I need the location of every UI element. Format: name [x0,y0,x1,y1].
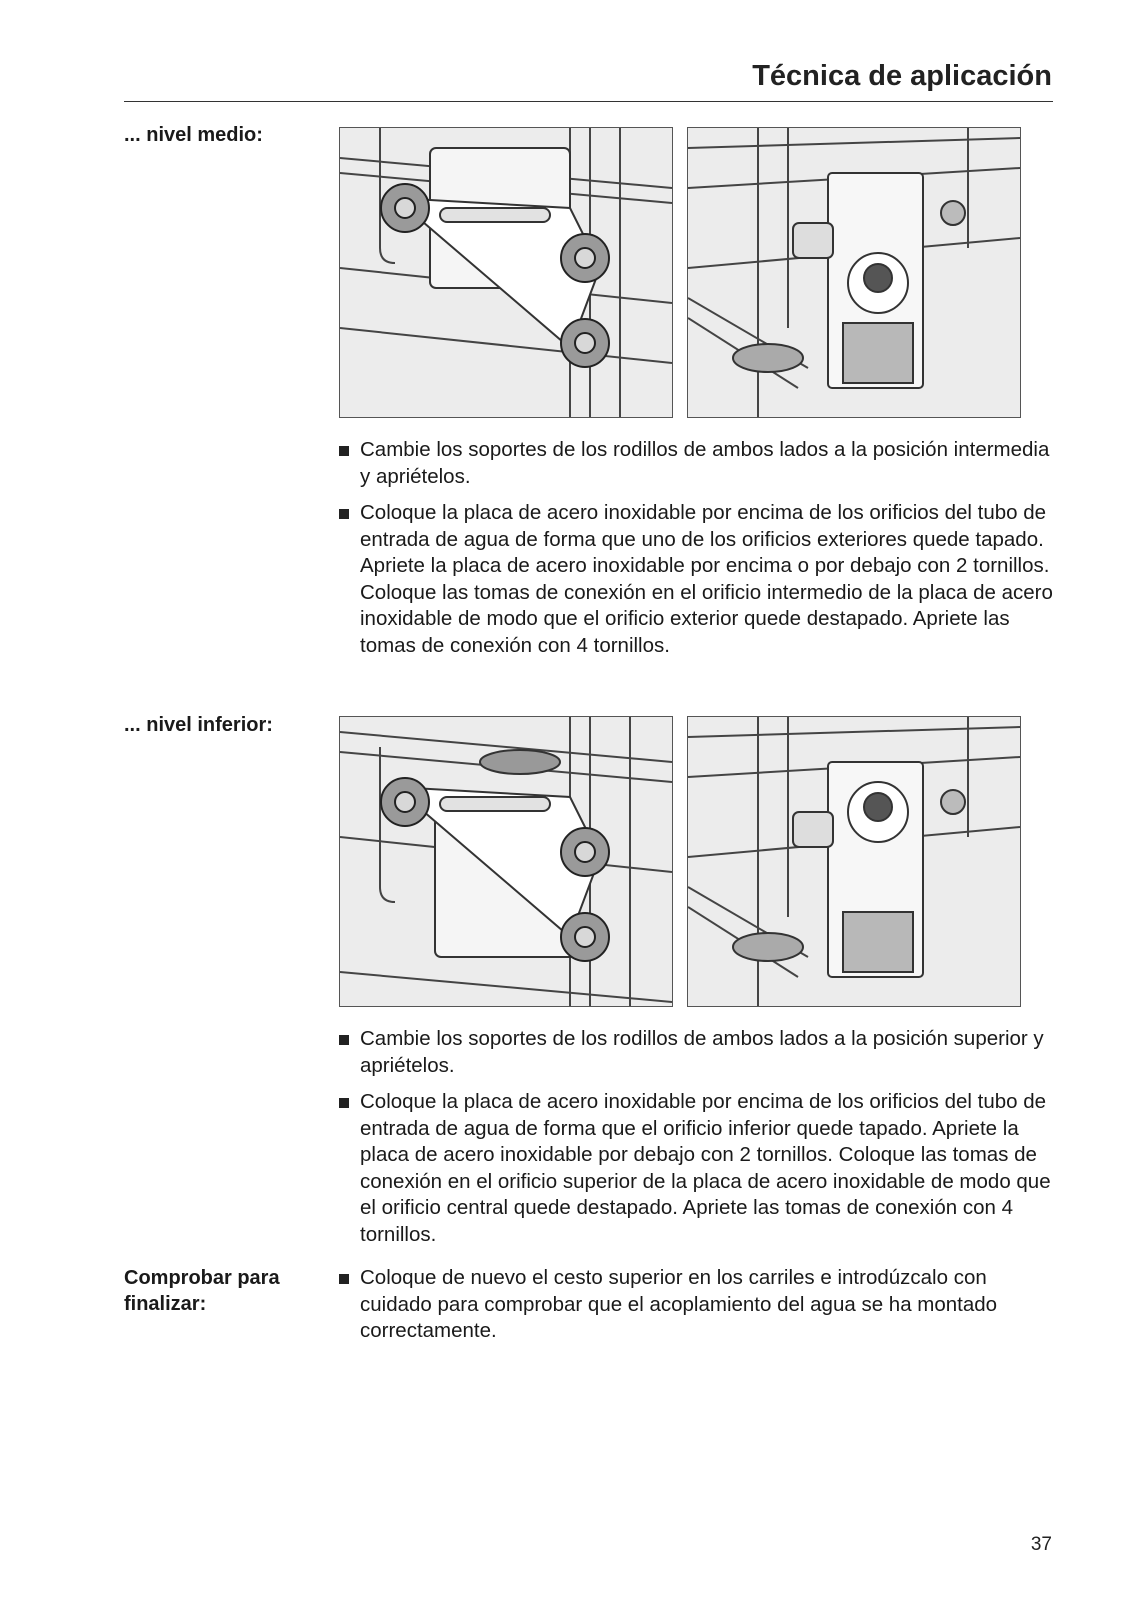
list-item [337,500,1057,659]
roller-bracket-middle-drawing [340,128,672,417]
bullet-square-icon [339,1274,349,1284]
list-item [337,1089,1057,1248]
instruction-text: Coloque la placa de acero inoxidable por encima de los orificios del tubo de entrada de agua de forma que el orificio inferior quede tapado. Apriete la placa de acero inoxidable por debajo con 2 tornillos. Coloque las tomas de conexión en el orificio superior de la placa de acero inoxidable de modo que el orificio central quede destapado. Apriete las tomas de conexión con 4 tornillos. [360,1090,1051,1246]
instruction-text: Cambie los soportes de los rodillos de ambos lados a la posición intermedia y apriételos. [360,438,1050,488]
bullet-square-icon [339,1035,349,1045]
list-item [337,437,1057,490]
bullet-square-icon [339,446,349,456]
instruction-text: Coloque de nuevo el cesto superior en los carriles e introdúzcalo con cuidado para comprobar que el acoplamiento del agua se ha montado correctamente. [360,1266,998,1342]
section-label-lower: ... nivel inferior: [124,714,273,736]
instruction-text: Cambie los soportes de los rodillos de ambos lados a la posición superior y apriételos. [360,1027,1044,1077]
list-item [337,1265,1057,1345]
instructions-lower [337,1026,1057,1258]
instruction-text: Coloque la placa de acero inoxidable por encima de los orificios del tubo de entrada de agua de forma que uno de los orificios exteriores quede tapado. Apriete la placa de acero inoxidable por encima o por debajo con 2 tornillos. Coloque las tomas de conexión en el orificio intermedio de la placa de acero inoxidable de modo que el orificio exterior quede destapado. Apriete las tomas de conexión con 4 tornillos. [360,501,1053,657]
water-connector-middle-illustration [687,127,1021,418]
header-divider [124,101,1053,102]
section-label-middle: ... nivel medio: [124,124,263,146]
list-item [337,1026,1057,1079]
instructions-check [337,1265,1057,1355]
roller-bracket-lower-drawing [340,717,672,1006]
page-number: 37 [1030,1534,1052,1555]
roller-bracket-middle-illustration [339,127,673,418]
bullet-square-icon [339,1098,349,1108]
water-connector-middle-drawing [688,128,1020,417]
instructions-middle [337,437,1057,669]
roller-bracket-lower-illustration [339,716,673,1007]
page-title: Técnica de aplicación [752,60,1052,92]
water-connector-lower-illustration [687,716,1021,1007]
bullet-square-icon [339,509,349,519]
water-connector-lower-drawing [688,717,1020,1006]
section-label-check: Comprobar para finalizar: [124,1267,280,1315]
